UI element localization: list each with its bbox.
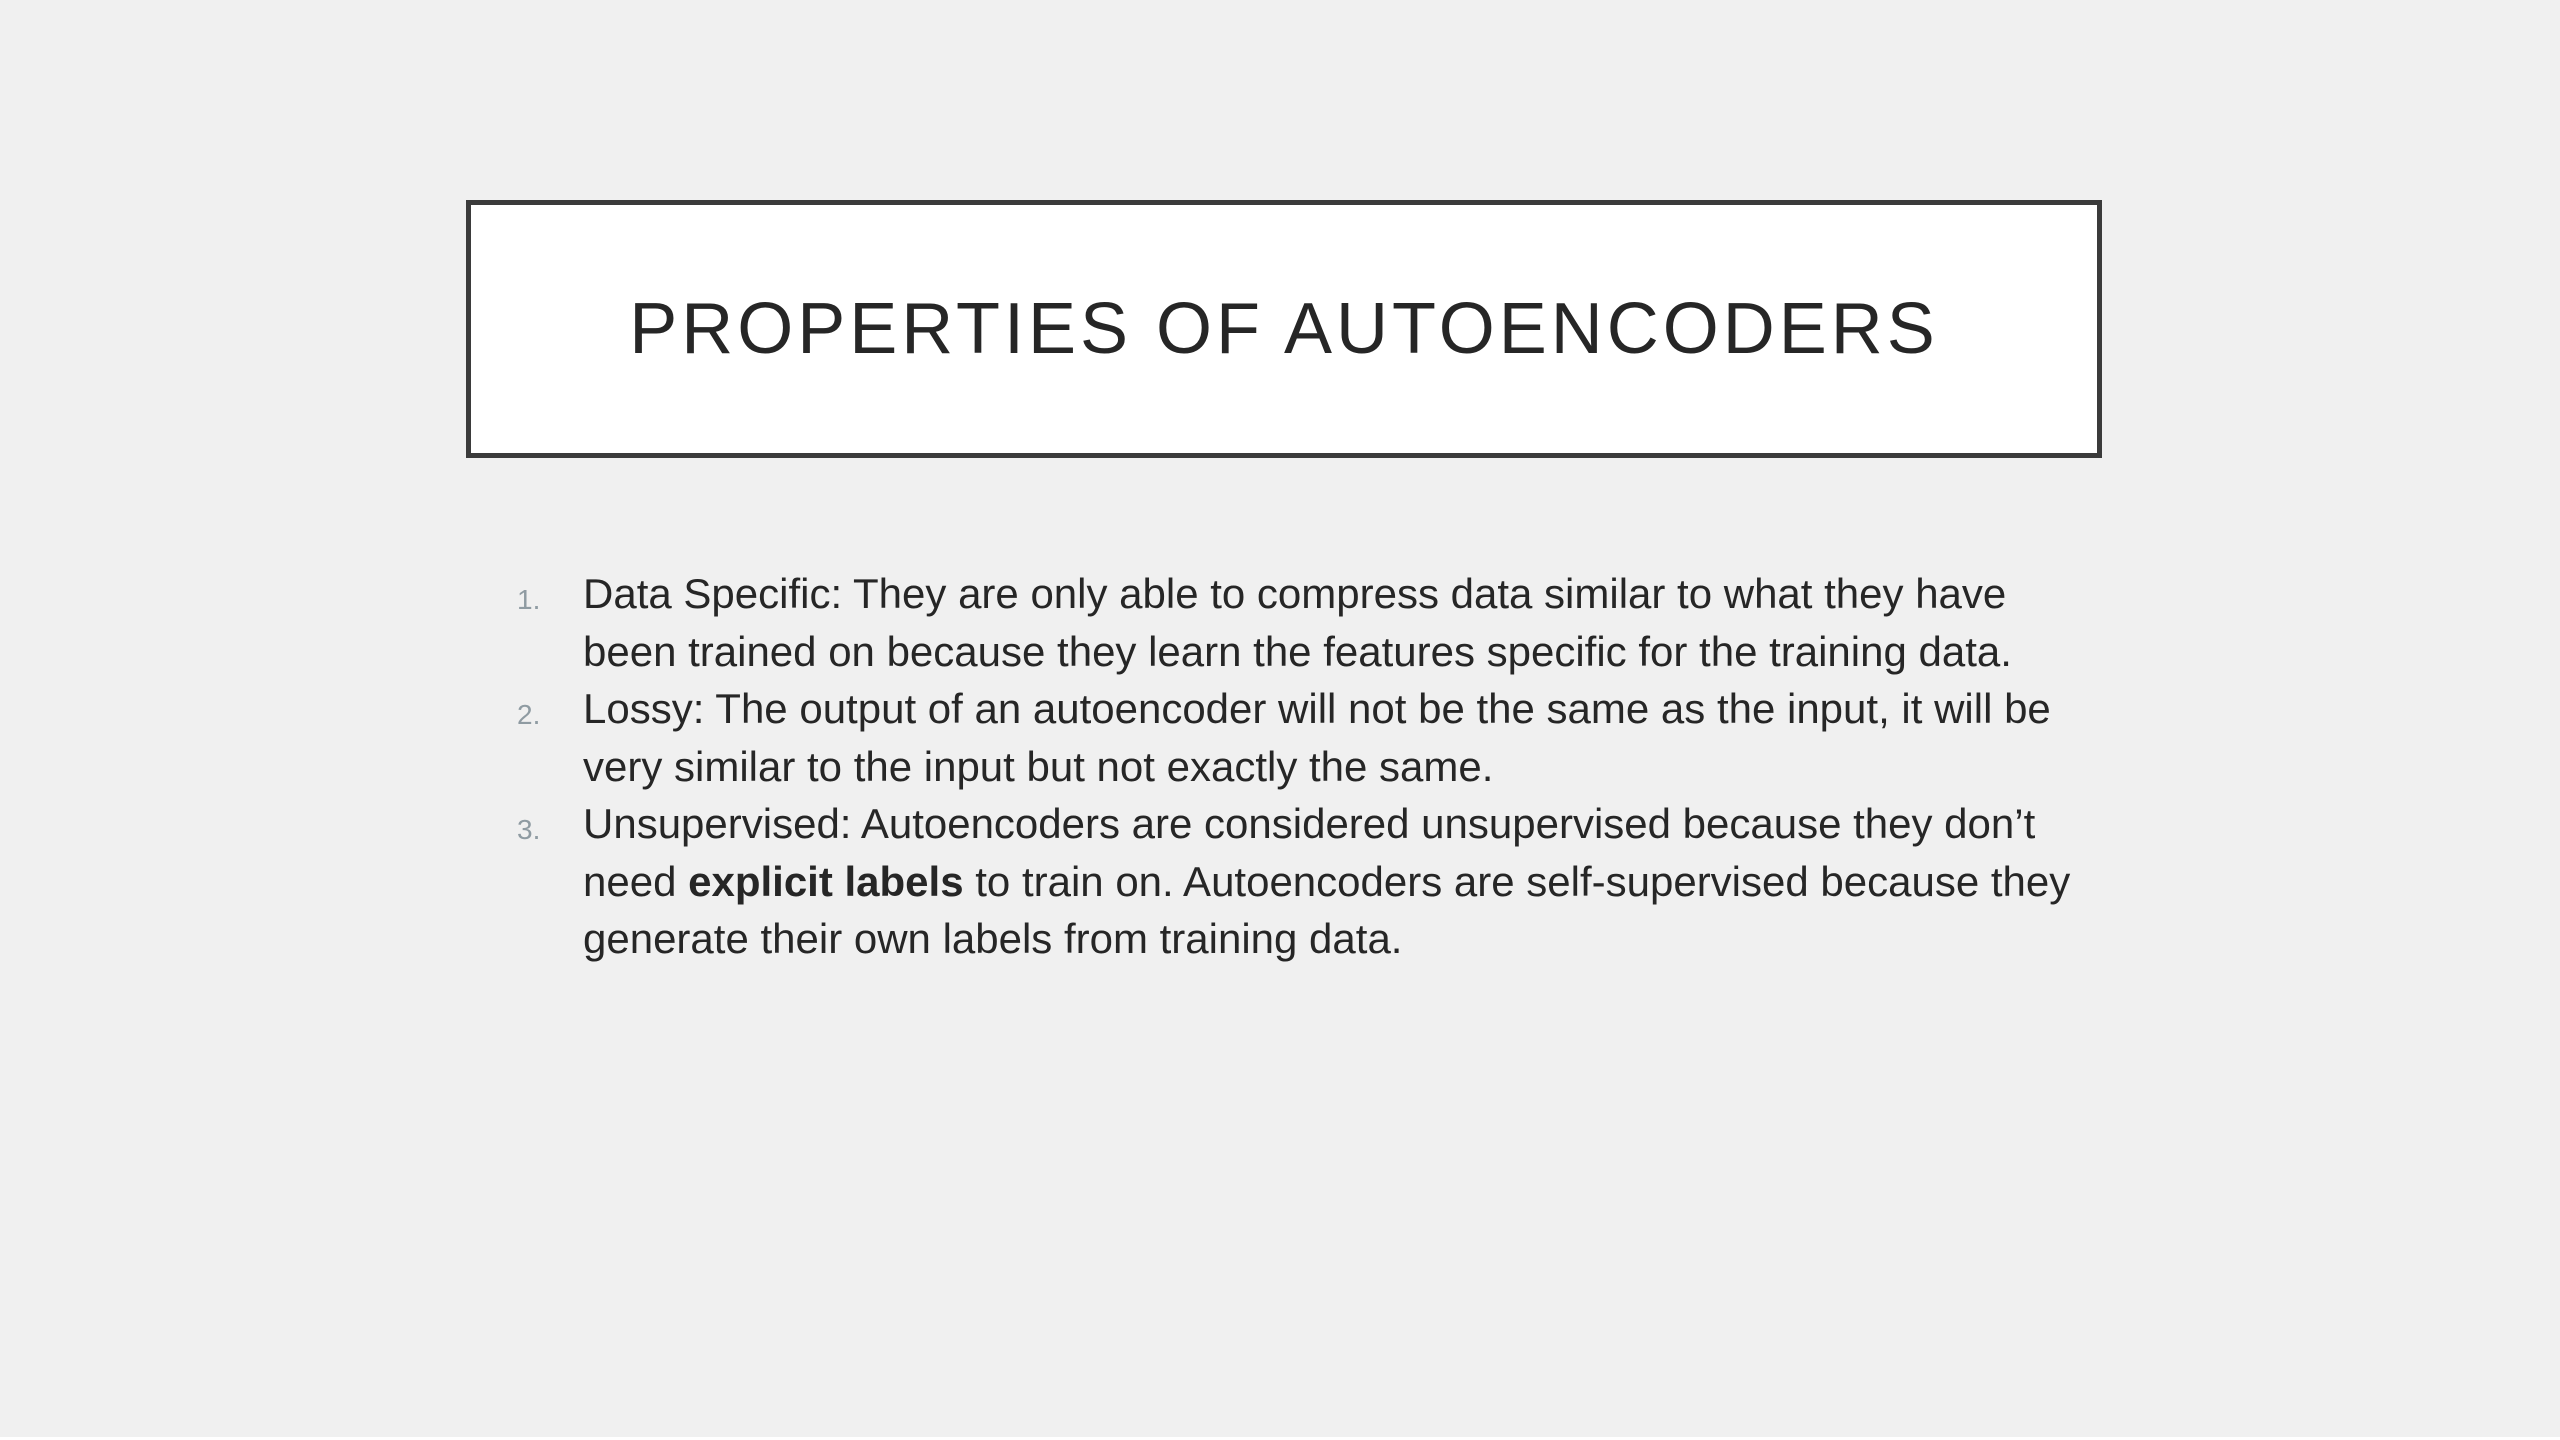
list-item-text: Data Specific: They are only able to compress data similar to what they have been trained on because they learn the features specific for the training data. bbox=[583, 570, 2012, 675]
list-number: 3. bbox=[517, 814, 541, 845]
numbered-list bbox=[510, 565, 2095, 968]
explicit-labels-emphasis: explicit labels bbox=[688, 857, 964, 905]
slide-title: PROPERTIES OF AUTOENCODERS bbox=[629, 289, 1939, 369]
list-number: 2. bbox=[517, 699, 541, 730]
list-item-text-before: Unsupervised: Autoencoders are considered unsupervised because they don’t need bbox=[583, 800, 2036, 905]
title-box bbox=[466, 200, 2102, 458]
list-number: 1. bbox=[517, 584, 541, 615]
list-item-text: Lossy: The output of an autoencoder will not be the same as the input, it will be very similar to the input but not exactly the same. bbox=[583, 685, 2051, 790]
list-item-text-after: to train on. Autoencoders are self-supervised because they generate their own labels from training data. bbox=[583, 857, 2071, 962]
list-item-lossy bbox=[510, 680, 2095, 795]
list-item-data-specific bbox=[510, 565, 2095, 680]
list-item-text bbox=[583, 800, 2070, 962]
list-item-unsupervised bbox=[510, 795, 2095, 968]
